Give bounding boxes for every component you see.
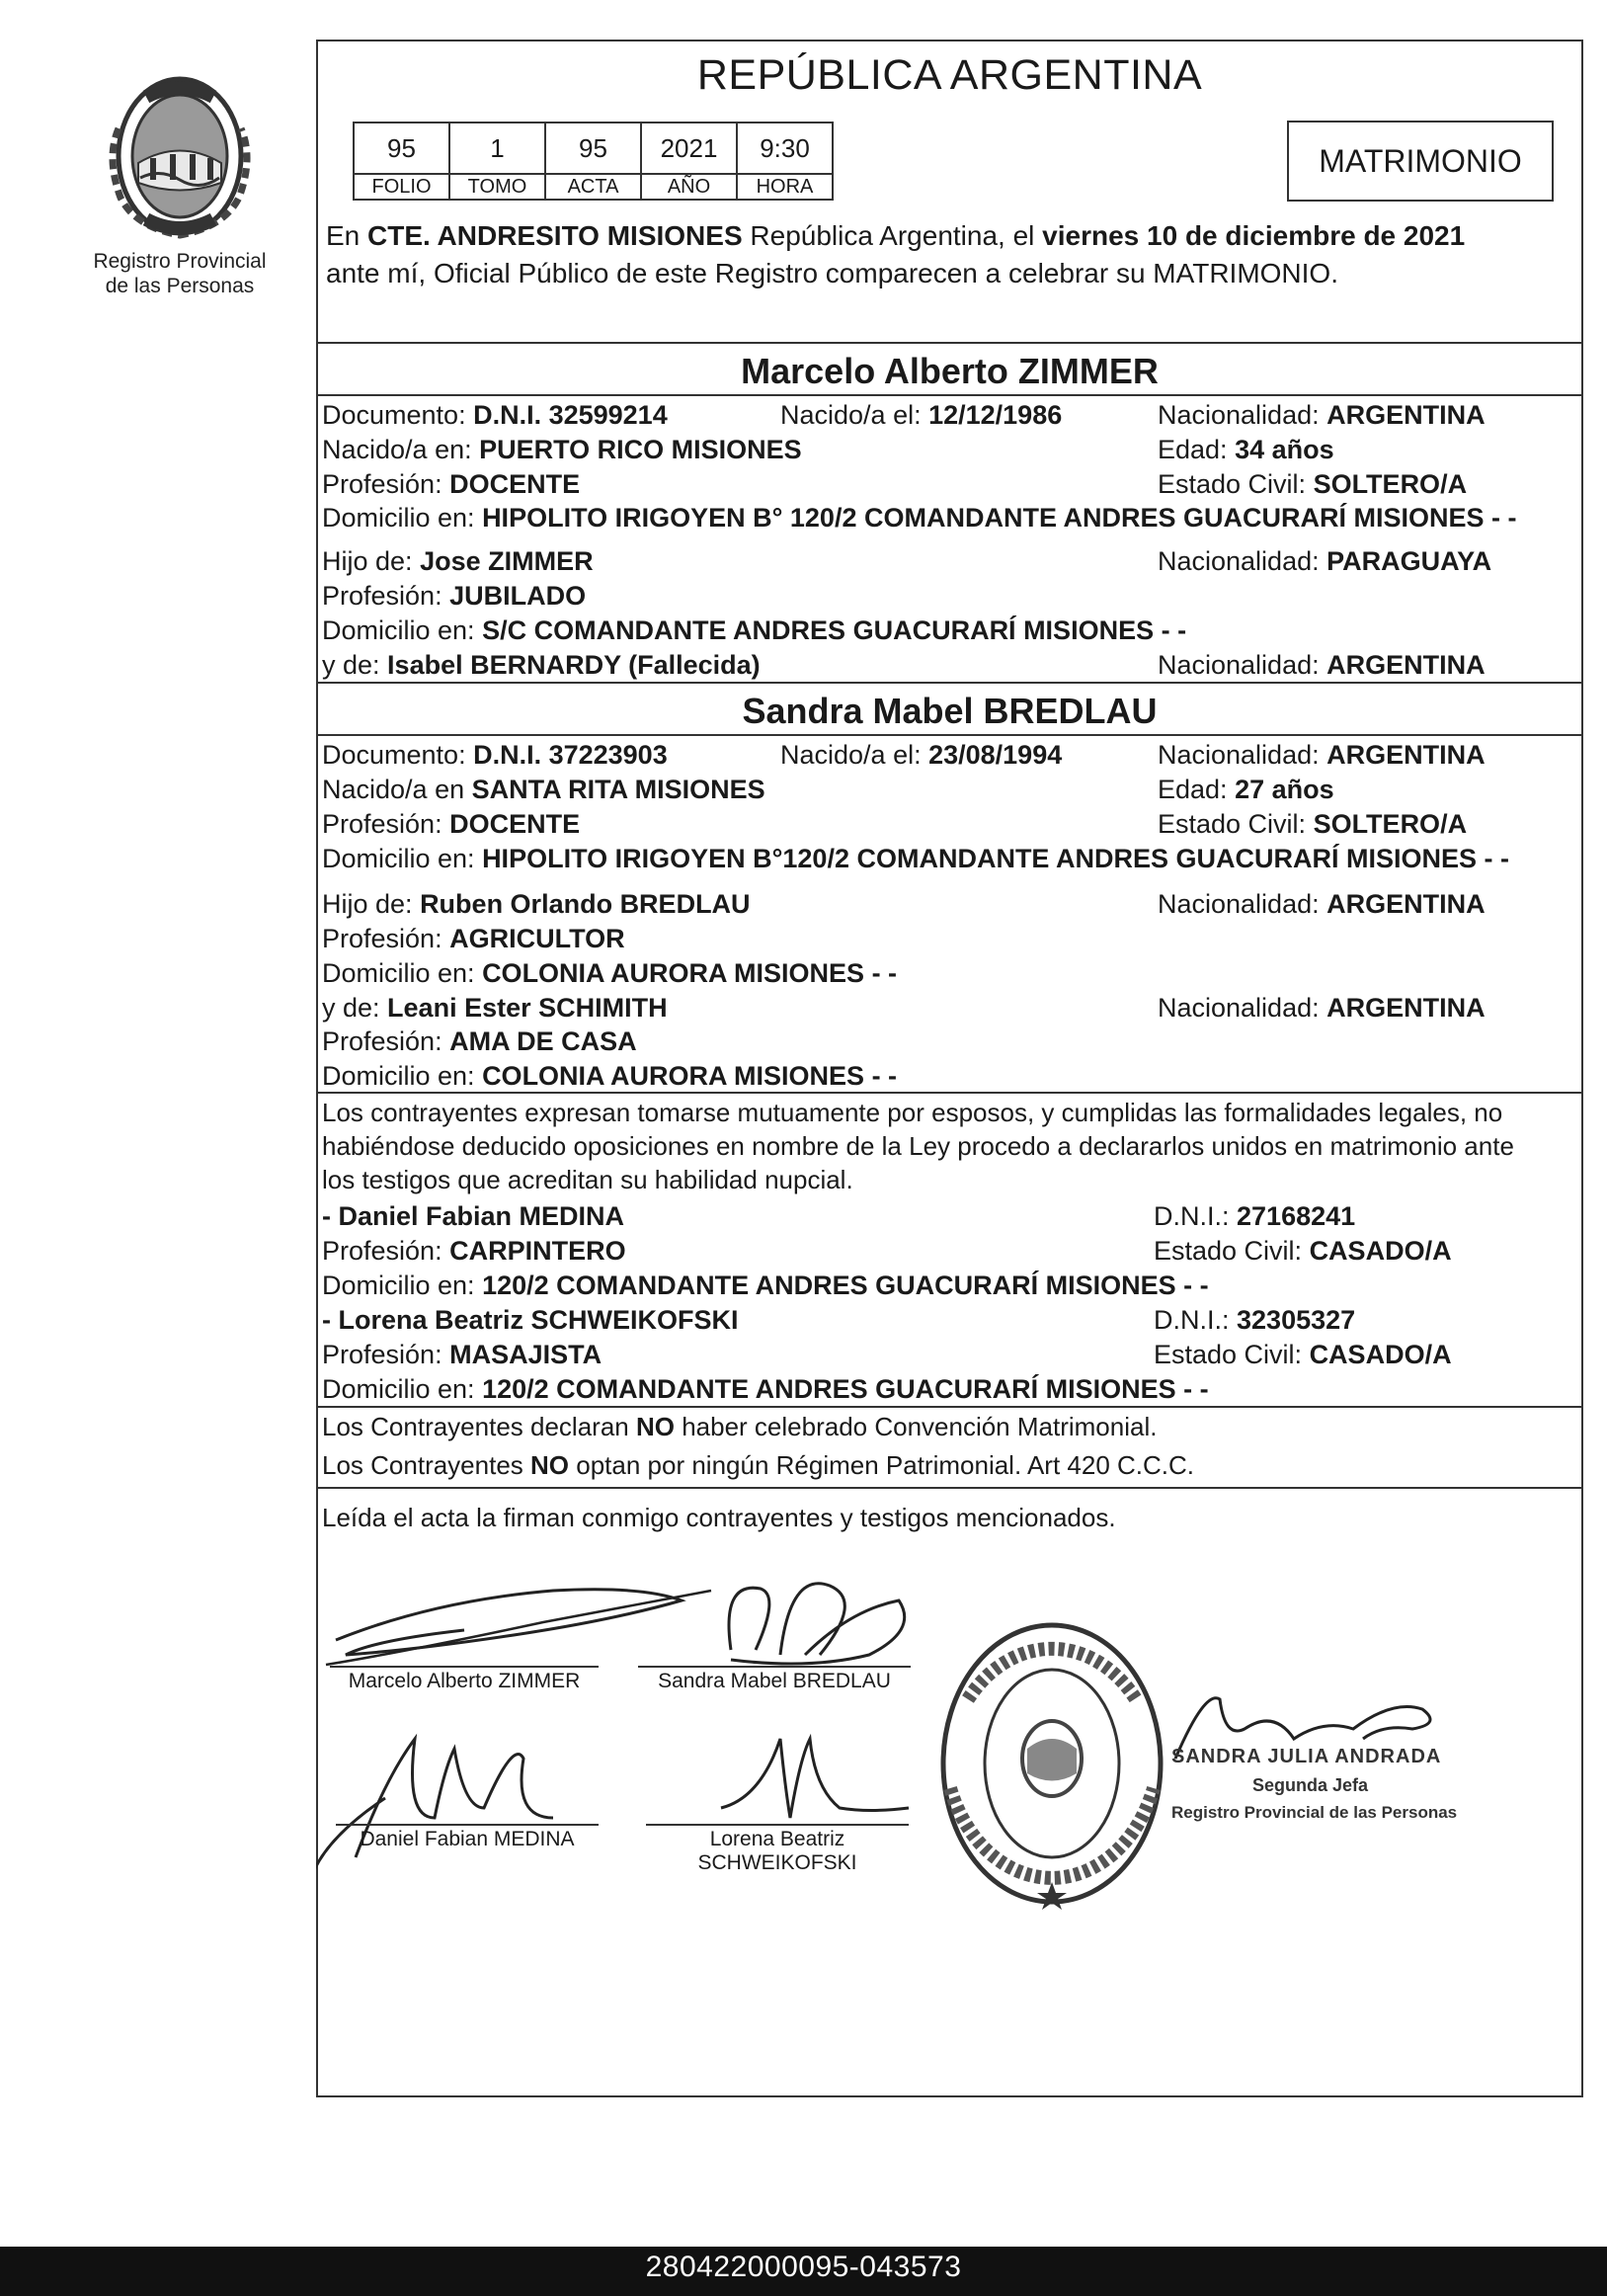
label: Hijo de: (322, 546, 421, 576)
value: ARGENTINA (1326, 889, 1486, 919)
c1-edad (1158, 433, 1334, 466)
c2-madre-profesion (322, 1025, 637, 1058)
tomo-value: 1 (449, 123, 545, 174)
folio-table (353, 122, 834, 201)
testigo-2-profesion (322, 1338, 602, 1371)
label: Nacido/a el: (780, 740, 929, 770)
c1-documento (322, 398, 668, 432)
c1-madre (322, 648, 761, 682)
value: ARGENTINA (1326, 993, 1486, 1023)
label: Domicilio en: (322, 615, 483, 645)
anio-label: AÑO (641, 174, 737, 200)
testigo-2-domicilio (322, 1372, 1209, 1406)
c2-estado-civil (1158, 807, 1467, 841)
caption-line-2: de las Personas (105, 275, 255, 297)
label: Profesión: (322, 469, 450, 499)
divider (318, 682, 1581, 684)
testigo-2-dni (1154, 1303, 1355, 1337)
divider (318, 1487, 1581, 1489)
value: JUBILADO (449, 581, 587, 611)
oficial-name: SANDRA JULIA ANDRADA (1171, 1746, 1442, 1767)
value: 23/08/1994 (928, 740, 1063, 770)
contrayente-1-name: Marcelo Alberto ZIMMER (741, 351, 1159, 391)
testigo-2-name: - Lorena Beatriz SCHWEIKOFSKI (322, 1305, 739, 1335)
intro-text: En (326, 220, 368, 251)
emphasis: NO (530, 1450, 570, 1480)
declaracion-line-2: habiéndose deducido oposiciones en nombre de la Ley procedo a declararlos unidos en matrimonio ante (322, 1131, 1514, 1161)
label: Estado Civil: (1154, 1236, 1310, 1266)
value: COLONIA AURORA MISIONES - - (482, 1061, 898, 1091)
c2-documento (322, 738, 668, 772)
signature-line (330, 1666, 599, 1668)
value: ARGENTINA (1326, 740, 1486, 770)
c2-madre (322, 991, 668, 1025)
label: Nacido/a en: (322, 435, 480, 464)
label: Edad: (1158, 435, 1236, 464)
label: Nacionalidad: (1158, 889, 1327, 919)
testigo-1-profesion (322, 1234, 626, 1268)
divider (318, 1406, 1581, 1408)
value: DOCENTE (449, 469, 581, 499)
c1-nacido-en (322, 433, 802, 466)
intro-date: viernes 10 de diciembre de 2021 (1042, 220, 1466, 251)
divider (318, 1092, 1581, 1094)
value: 34 años (1235, 435, 1334, 464)
c2-madre-nacionalidad (1158, 991, 1486, 1025)
value: PARAGUAYA (1326, 546, 1492, 576)
signature-line (638, 1666, 911, 1668)
intro-line-1 (326, 219, 1465, 253)
value: PUERTO RICO MISIONES (479, 435, 802, 464)
firma-testigo-1: Daniel Fabian MEDINA (360, 1828, 575, 1850)
c1-nacido-el (780, 398, 1062, 432)
c1-domicilio (322, 501, 1516, 534)
text: optan por ningún Régimen Patrimonial. Art 420 C.C.C. (569, 1450, 1195, 1480)
cierre-line: Leída el acta la firman conmigo contrayentes y testigos mencionados. (322, 1503, 1116, 1532)
c2-padre-nacionalidad (1158, 887, 1486, 921)
label: Profesión: (322, 581, 450, 611)
value: Isabel BERNARDY (Fallecida) (387, 650, 761, 680)
value: 120/2 COMANDANTE ANDRES GUACURARÍ MISIONES - - (482, 1271, 1209, 1300)
label: Nacionalidad: (1158, 650, 1327, 680)
acta-value: 95 (545, 123, 641, 174)
label: Nacionalidad: (1158, 740, 1327, 770)
label: Estado Civil: (1158, 809, 1314, 839)
label: y de: (322, 650, 388, 680)
c2-padre (322, 887, 751, 921)
label: Profesión: (322, 1340, 450, 1369)
value: Jose ZIMMER (420, 546, 594, 576)
registro-provincial-caption (69, 249, 290, 298)
value: ARGENTINA (1326, 400, 1486, 430)
label: Domicilio en: (322, 1374, 483, 1404)
tomo-label: TOMO (449, 174, 545, 200)
label: Nacido/a el: (780, 400, 929, 430)
label: y de: (322, 993, 388, 1023)
oficial-signature-drawing (1165, 1670, 1462, 1788)
value: 12/12/1986 (928, 400, 1063, 430)
document-code: 280422000095-043573 (645, 2251, 962, 2283)
value: 27 años (1235, 775, 1334, 804)
hora-value: 9:30 (737, 123, 833, 174)
value: Ruben Orlando BREDLAU (420, 889, 751, 919)
label: Documento: (322, 740, 474, 770)
testigo-1-estado (1154, 1234, 1452, 1268)
declaracion-line-3: los testigos que acreditan su habilidad nupcial. (322, 1165, 853, 1194)
value: S/C COMANDANTE ANDRES GUACURARÍ MISIONES - - (482, 615, 1187, 645)
label: Domicilio en: (322, 1061, 483, 1091)
c1-madre-nacionalidad (1158, 648, 1486, 682)
oficial-registro: Registro Provincial de las Personas (1171, 1803, 1458, 1822)
label: Domicilio en: (322, 503, 483, 533)
divider (318, 342, 1581, 344)
value: HIPOLITO IRIGOYEN B° 120/2 COMANDANTE ANDRES GUACURARÍ MISIONES - - (482, 503, 1517, 533)
c1-estado-civil (1158, 467, 1467, 501)
c1-nacionalidad (1158, 398, 1486, 432)
value: 27168241 (1237, 1201, 1356, 1231)
acta-label: ACTA (545, 174, 641, 200)
c1-profesion (322, 467, 580, 501)
value: CASADO/A (1309, 1236, 1452, 1266)
testigo-1-domicilio (322, 1269, 1209, 1302)
c2-padre-profesion (322, 922, 625, 955)
label: D.N.I.: (1154, 1305, 1238, 1335)
label: Profesión: (322, 1026, 450, 1056)
c2-domicilio (322, 842, 1509, 875)
value: DOCENTE (449, 809, 581, 839)
c2-nacido-el (780, 738, 1062, 772)
intro-place: CTE. ANDRESITO MISIONES (367, 220, 743, 251)
testigo-1-dni (1154, 1199, 1355, 1233)
firma-testigo-2 (646, 1828, 909, 1875)
c2-edad (1158, 773, 1334, 806)
line-1: Lorena Beatriz (709, 1828, 845, 1850)
anio-value: 2021 (641, 123, 737, 174)
c1-padre (322, 544, 594, 578)
signature-line (646, 1824, 909, 1826)
c2-padre-domicilio (322, 956, 897, 990)
label: D.N.I.: (1154, 1201, 1238, 1231)
value: 120/2 COMANDANTE ANDRES GUACURARÍ MISIONES - - (482, 1374, 1209, 1404)
value: CASADO/A (1309, 1340, 1452, 1369)
divider (318, 734, 1581, 736)
text: Los Contrayentes (322, 1450, 531, 1480)
regimen-line (322, 1448, 1194, 1482)
value: Leani Ester SCHIMITH (387, 993, 668, 1023)
value: MASAJISTA (449, 1340, 603, 1369)
folio-label: FOLIO (354, 174, 449, 200)
label: Documento: (322, 400, 474, 430)
hora-label: HORA (737, 174, 833, 200)
record-type-box: MATRIMONIO (1287, 121, 1554, 202)
oficial-cargo: Segunda Jefa (1252, 1775, 1369, 1795)
label: Nacido/a en (322, 775, 472, 804)
label: Hijo de: (322, 889, 421, 919)
label: Profesión: (322, 809, 450, 839)
document-title: REPÚBLICA ARGENTINA (696, 51, 1203, 99)
emphasis: NO (635, 1412, 675, 1441)
label: Domicilio en: (322, 958, 483, 988)
testigo-1-name: - Daniel Fabian MEDINA (322, 1201, 625, 1231)
label: Profesión: (322, 924, 450, 953)
value: SANTA RITA MISIONES (471, 775, 765, 804)
c2-profesion (322, 807, 580, 841)
label: Profesión: (322, 1236, 450, 1266)
c2-madre-domicilio (322, 1059, 897, 1093)
c1-padre-nacionalidad (1158, 544, 1491, 578)
label: Nacionalidad: (1158, 400, 1327, 430)
label: Nacionalidad: (1158, 993, 1327, 1023)
firma-contrayente-2: Sandra Mabel BREDLAU (658, 1670, 891, 1692)
caption-line-1: Registro Provincial (93, 250, 267, 273)
label: Estado Civil: (1154, 1340, 1310, 1369)
intro-text-2: República Argentina, el (742, 220, 1043, 251)
value: D.N.I. 32599214 (473, 400, 668, 430)
line-2: SCHWEIKOFSKI (697, 1851, 857, 1874)
label: Edad: (1158, 775, 1236, 804)
value: AMA DE CASA (449, 1026, 637, 1056)
contrayente-2-name: Sandra Mabel BREDLAU (742, 691, 1158, 731)
text: haber celebrado Convención Matrimonial. (674, 1412, 1158, 1441)
value: COLONIA AURORA MISIONES - - (482, 958, 898, 988)
value: HIPOLITO IRIGOYEN B°120/2 COMANDANTE ANDRES GUACURARÍ MISIONES - - (482, 844, 1509, 873)
c1-padre-domicilio (322, 614, 1186, 647)
declaracion-line-1: Los contrayentes expresan tomarse mutuamente por esposos, y cumplidas las formalidades legales, no (322, 1098, 1503, 1127)
label: Domicilio en: (322, 1271, 483, 1300)
text: Los Contrayentes declaran (322, 1412, 636, 1441)
value: AGRICULTOR (449, 924, 625, 953)
testigo-2-estado (1154, 1338, 1452, 1371)
provincia-misiones-seal-icon (81, 69, 279, 247)
value: SOLTERO/A (1313, 809, 1468, 839)
label: Estado Civil: (1158, 469, 1314, 499)
folio-value: 95 (354, 123, 449, 174)
c2-nacionalidad (1158, 738, 1486, 772)
value: D.N.I. 37223903 (473, 740, 668, 770)
value: ARGENTINA (1326, 650, 1486, 680)
convencion-line (322, 1410, 1157, 1443)
firma-contrayente-1: Marcelo Alberto ZIMMER (348, 1670, 581, 1692)
registro-delegacion-stamp-icon (928, 1610, 1175, 1917)
value: 32305327 (1237, 1305, 1356, 1335)
label: Nacionalidad: (1158, 546, 1327, 576)
value: SOLTERO/A (1313, 469, 1468, 499)
value: CARPINTERO (449, 1236, 626, 1266)
label: Domicilio en: (322, 844, 483, 873)
intro-line-2: ante mí, Oficial Público de este Registro comparecen a celebrar su MATRIMONIO. (326, 258, 1338, 288)
divider (318, 394, 1581, 396)
c2-nacido-en (322, 773, 765, 806)
c1-padre-profesion (322, 579, 586, 613)
signature-line (336, 1824, 599, 1826)
